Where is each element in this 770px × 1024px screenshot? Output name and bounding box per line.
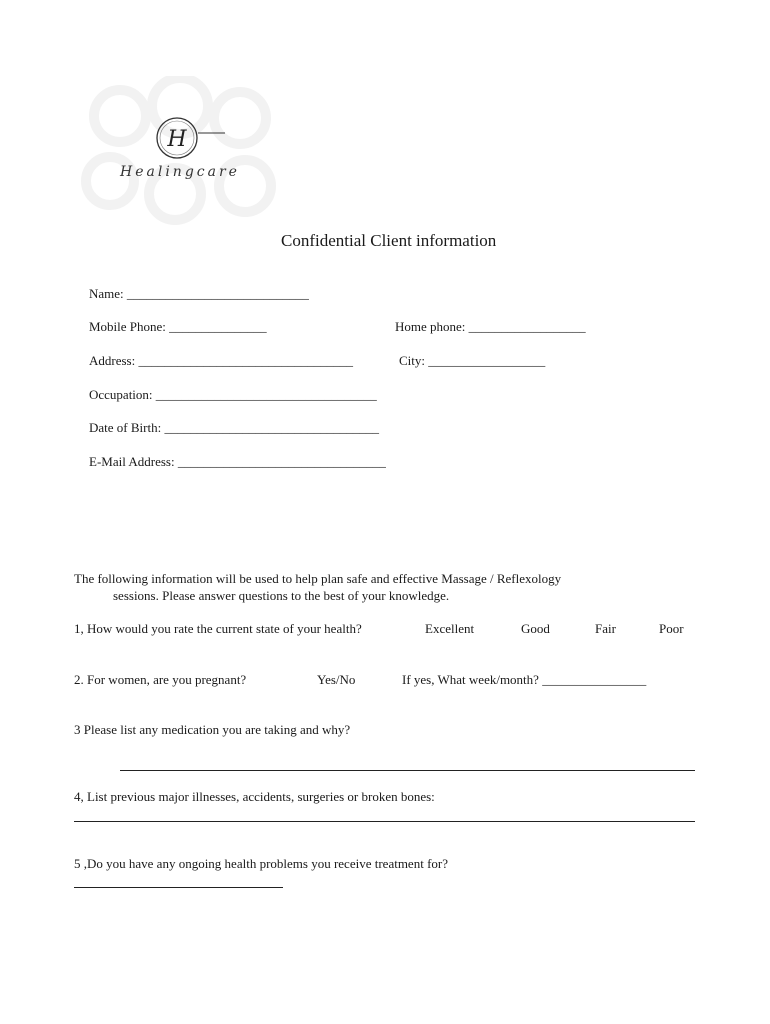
illnesses-answer-line[interactable] bbox=[74, 821, 695, 822]
logo-graphic bbox=[80, 76, 280, 226]
option-good[interactable]: Good bbox=[521, 621, 550, 636]
mobile-phone-field[interactable]: Mobile Phone: _______________ bbox=[89, 319, 267, 334]
option-poor[interactable]: Poor bbox=[659, 621, 684, 636]
treatment-answer-line[interactable] bbox=[74, 887, 283, 888]
email-field[interactable]: E-Mail Address: ________________________________ bbox=[89, 454, 386, 469]
question-2: 2. For women, are you pregnant? bbox=[74, 672, 247, 687]
date-of-birth-field[interactable]: Date of Birth: _________________________________ bbox=[89, 420, 379, 435]
option-excellent[interactable]: Excellent bbox=[425, 621, 475, 636]
question-1: 1, How would you rate the current state of your health? bbox=[74, 621, 362, 636]
name-field[interactable]: Name: ____________________________ bbox=[89, 286, 309, 301]
address-field[interactable]: Address: _________________________________ bbox=[89, 353, 353, 368]
occupation-field[interactable]: Occupation: __________________________________ bbox=[89, 387, 377, 402]
option-fair[interactable]: Fair bbox=[595, 621, 616, 636]
healingcare-logo bbox=[80, 76, 280, 226]
home-phone-field[interactable]: Home phone: __________________ bbox=[395, 319, 586, 334]
logo-wordmark: Healingcare bbox=[120, 164, 240, 180]
question-4: 4, List previous major illnesses, accidents, surgeries or broken bones: bbox=[74, 789, 435, 804]
intro-line-1: The following information will be used to help plan safe and effective Massage / Reflexology bbox=[74, 571, 562, 586]
pregnant-yes-no[interactable]: Yes/No bbox=[317, 672, 356, 687]
pregnancy-week-field[interactable]: If yes, What week/month? ________________ bbox=[402, 672, 647, 687]
city-field[interactable]: City: __________________ bbox=[399, 353, 546, 368]
intro-line-2: sessions. Please answer questions to the best of your knowledge. bbox=[113, 588, 450, 603]
logo-initial: H bbox=[167, 127, 187, 152]
medication-answer-line[interactable] bbox=[120, 770, 695, 771]
question-5: 5 ,Do you have any ongoing health problems you receive treatment for? bbox=[74, 856, 448, 871]
question-3: 3 Please list any medication you are taking and why? bbox=[74, 722, 351, 737]
form-title: Confidential Client information bbox=[281, 231, 497, 250]
